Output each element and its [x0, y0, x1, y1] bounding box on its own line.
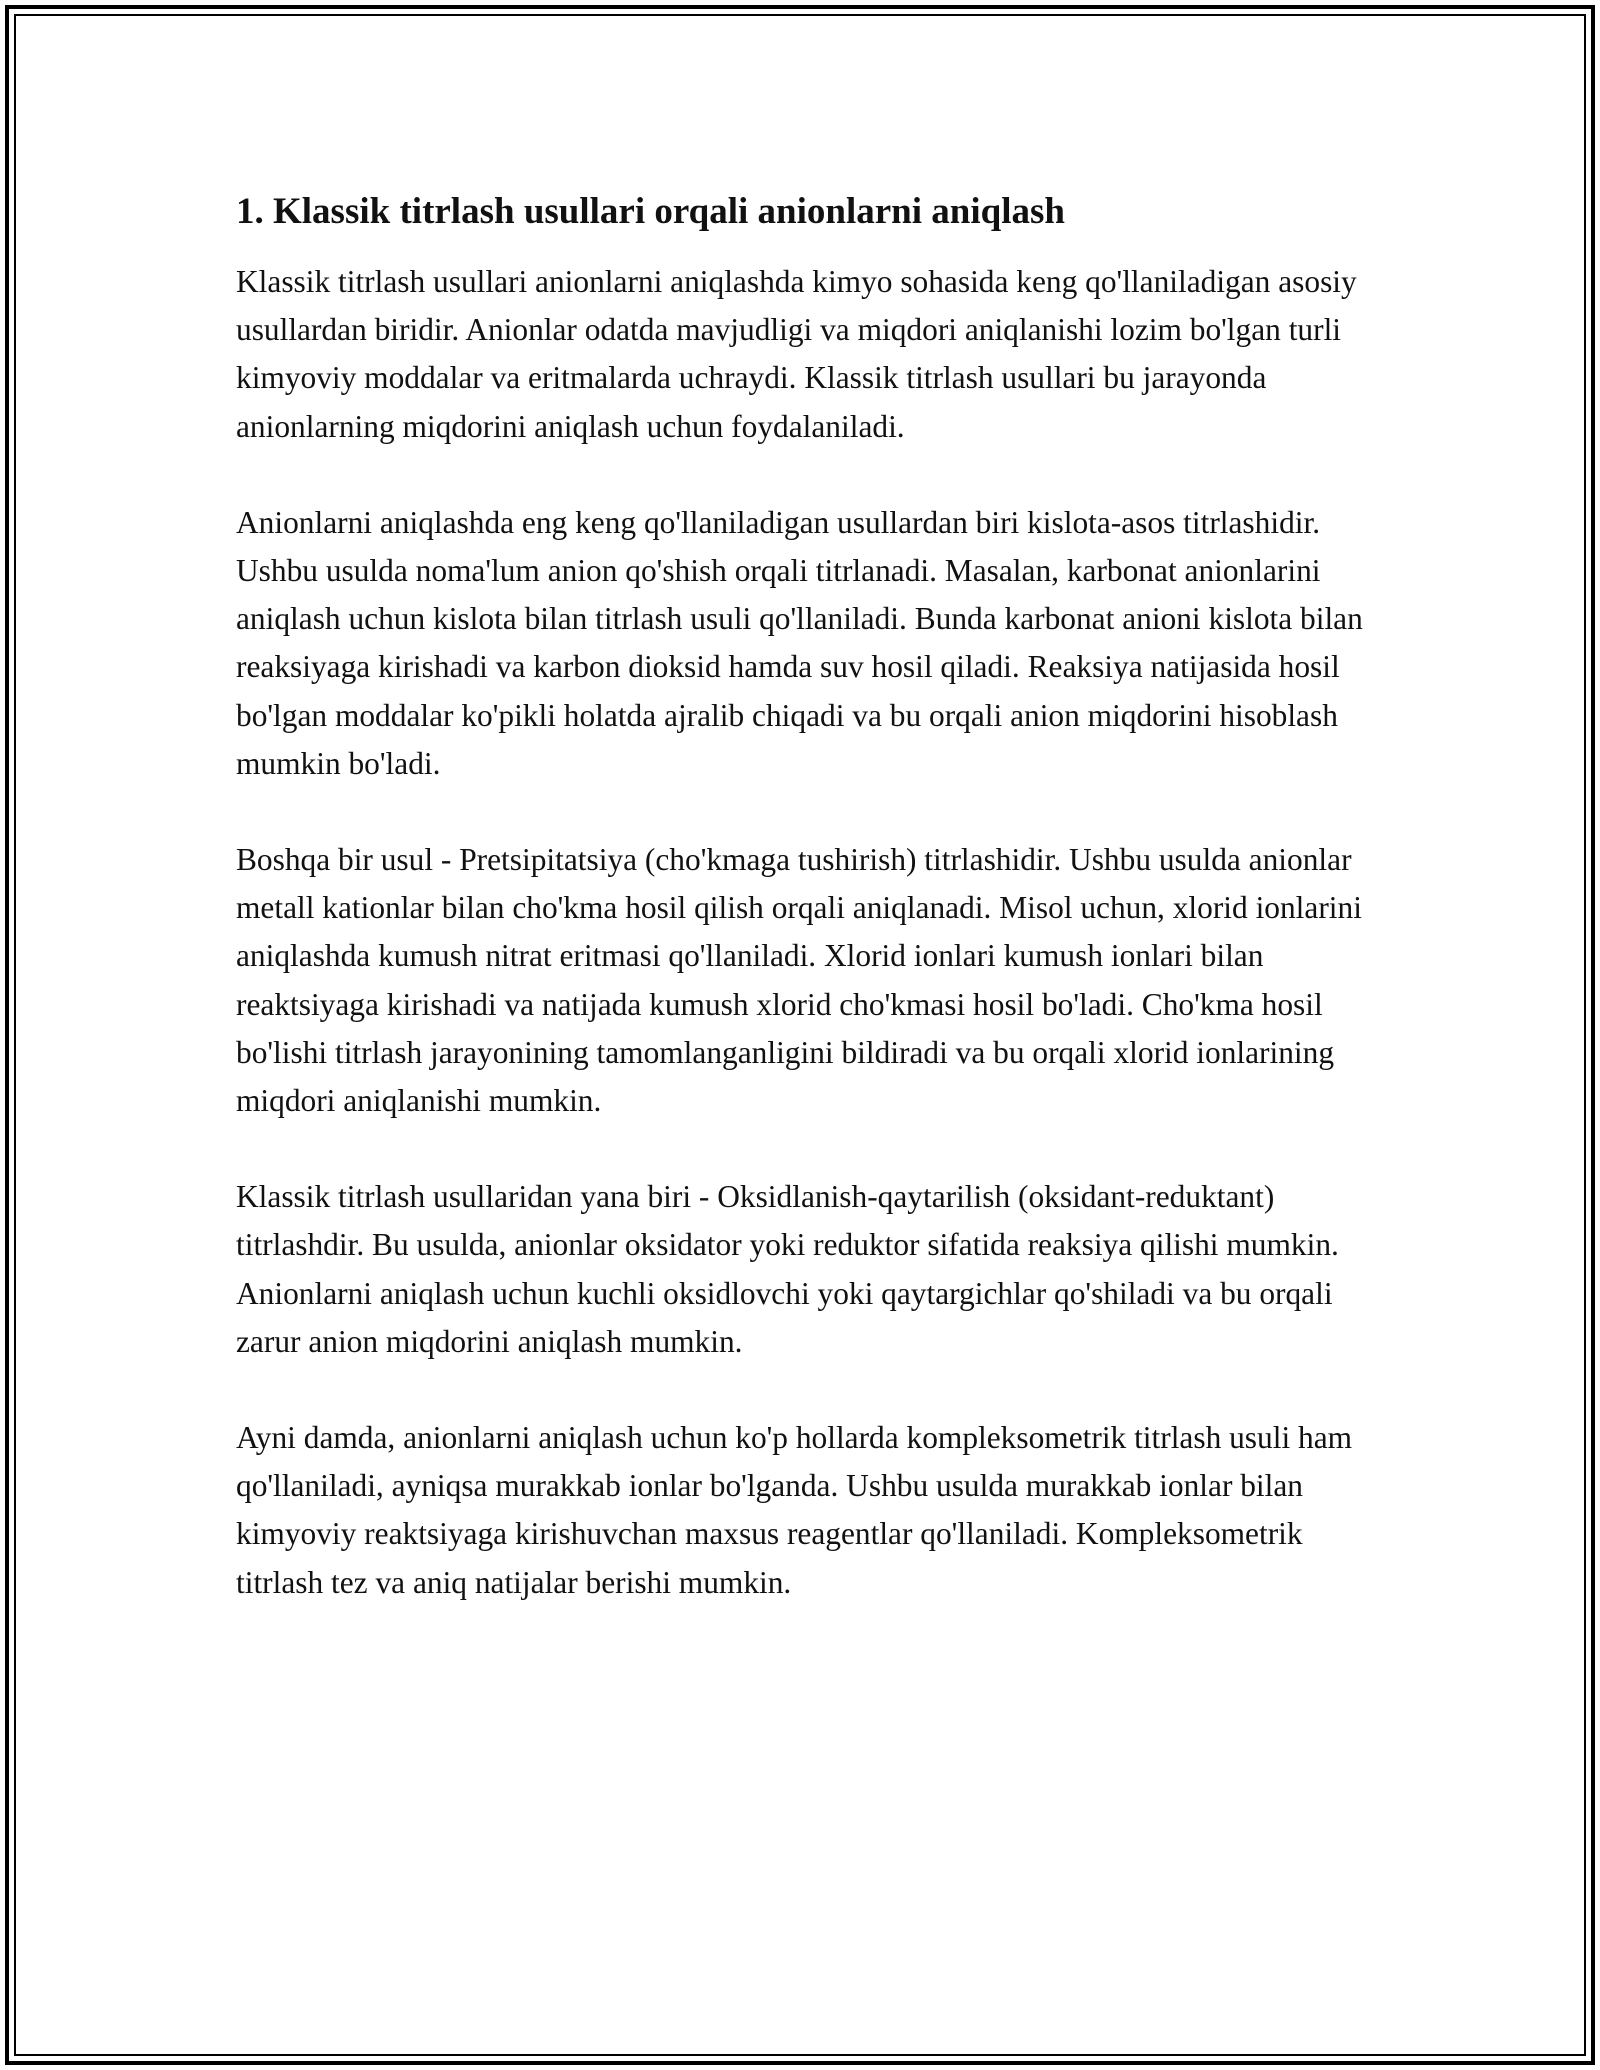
section-title: 1. Klassik titrlash usullari orqali anionlarni aniqlash: [236, 191, 1065, 232]
document-body: [236, 186, 1376, 1655]
paragraph-intro: Klassik titrlash usullari anionlarni aniqlashda kimyo sohasida keng qo'llaniladigan asosiy usullardan biridir. Anionlar odatda mavjudligi va miqdori aniqlanishi lozim bo'lgan turli kimyoviy moddalar va eritmalarda uchraydi. Klassik titrlash usullari bu jarayonda anionlarning miqdorini aniqlash uchun foydalaniladi.: [236, 264, 1357, 444]
paragraph-precipitation: Boshqa bir usul - Pretsipitatsiya (cho'kmaga tushirish) titrlashidir. Ushbu usulda anionlar metall kationlar bilan cho'kma hosil qilish orqali aniqlanadi. Misol uchun, xlorid ionlarini aniqlashda kumush nitrat eritmasi qo'llaniladi. Xlorid ionlari kumush ionlari bilan reaktsiyaga kirishadi va natijada kumush xlorid cho'kmasi hosil bo'ladi. Cho'kma hosil bo'lishi titrlash jarayonining tamomlanganligini bildiradi va bu orqali xlorid ionlarining miqdori aniqlanishi mumkin.: [236, 842, 1362, 1119]
paragraph-redox: Klassik titrlash usullaridan yana biri - Oksidlanish-qaytarilish (oksidant-reduktant) titrlashdir. Bu usulda, anionlar oksidator yoki reduktor sifatida reaksiya qilishi mumkin. Anionlarni aniqlash uchun kuchli oksidlovchi yoki qaytargichlar qo'shiladi va bu orqali zarur anion miqdorini aniqlash mumkin.: [236, 1179, 1339, 1359]
paragraph-complexometric: Ayni damda, anionlarni aniqlash uchun ko'p hollarda kompleksometrik titrlash usuli ham qo'llaniladi, ayniqsa murakkab ionlar bo'lganda. Ushbu usulda murakkab ionlar bilan kimyoviy reaktsiyaga kirishuvchan maxsus reagentlar qo'llaniladi. Kompleksometrik titrlash tez va aniq natijalar berishi mumkin.: [236, 1420, 1353, 1600]
paragraph-acid-base: Anionlarni aniqlashda eng keng qo'llaniladigan usullardan biri kislota-asos titrlashidir. Ushbu usulda noma'lum anion qo'shish orqali titrlanadi. Masalan, karbonat anionlarini aniqlash uchun kislota bilan titrlash usuli qo'llaniladi. Bunda karbonat anioni kislota bilan reaksiyaga kirishadi va karbon dioksid hamda suv hosil qiladi. Reaksiya natijasida hosil bo'lgan moddalar ko'pikli holatda ajralib chiqadi va bu orqali anion miqdorini hisoblash mumkin bo'ladi.: [236, 504, 1363, 781]
